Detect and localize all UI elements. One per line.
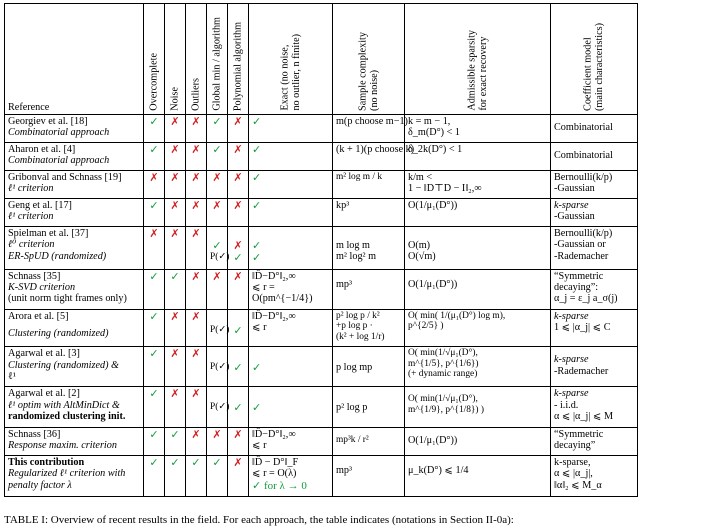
table-row [5, 115, 638, 143]
table-row [5, 387, 638, 427]
reference-cell: Agarwal et al. [2] ℓ¹ optim with AltMinDict & randomized clustering init. [5, 387, 144, 427]
reference-cell: Georgiev et al. [18] Combinatorial approach [5, 115, 144, 143]
check-cell: ✗ [186, 115, 207, 143]
check-cell: ✗ [165, 115, 186, 143]
header-row [5, 4, 638, 115]
coef-cell: k-sparse, α ⩽ |α_j|, ‖α‖₂ ⩽ M_α [551, 455, 638, 496]
table-row [5, 455, 638, 496]
sample-cell: m log m m² log² m [333, 226, 405, 269]
check-cell: ✗ [186, 269, 207, 309]
sample-cell: mp³ [333, 455, 405, 496]
header-polynomial: Polynomial algorithm [228, 4, 249, 115]
check-cell: ✗ [228, 455, 249, 496]
check-cell: ✓ [144, 309, 165, 346]
check-cell: ✓ [207, 455, 228, 496]
check-cell: ✓ [228, 347, 249, 387]
check-cell: ✗ [186, 198, 207, 226]
sample-cell: p log mp [333, 347, 405, 387]
sparsity-cell: O(m) O(√m) [405, 226, 551, 269]
coef-cell: Combinatorial [551, 115, 638, 143]
sample-cell: p² log p / k² +p log p · (k² + log 1/r) [333, 309, 405, 346]
check-cell: ✓ [144, 269, 165, 309]
reference-cell: Spielman et al. [37] ℓ⁰ criterion ER-SpUD (randomized) [5, 226, 144, 269]
check-cell: ✗ [186, 387, 207, 427]
check-cell: ✗ ✓ [228, 226, 249, 269]
check-cell: ✓ [144, 347, 165, 387]
exact-cell: ‖D̂−D°‖₂,∞ ⩽ r [249, 427, 333, 455]
check-cell: ✗ [186, 170, 207, 198]
check-cell: ✗ [207, 198, 228, 226]
header-coef: Coefficient model (main characteristics) [551, 4, 638, 115]
coef-cell: Bernoulli(k/p) -Gaussian or -Rademacher [551, 226, 638, 269]
check-cell: ✗ [228, 269, 249, 309]
check-cell: ✗ [207, 170, 228, 198]
header-noise: Noise [165, 4, 186, 115]
reference-cell: Aharon et al. [4] Combinatorial approach [5, 142, 144, 170]
check-cell: ✗ [165, 198, 186, 226]
exact-cell: ✓ [249, 142, 333, 170]
check-cell: ✓ [144, 455, 165, 496]
sample-cell: (k + 1)(p choose k) [333, 142, 405, 170]
coef-cell: k-sparse -Gaussian [551, 198, 638, 226]
check-cell: ✓ [165, 455, 186, 496]
check-cell: ✗ [228, 427, 249, 455]
check-cell: ✓ [165, 427, 186, 455]
reference-cell: Schnass [36] Response maxim. criterion [5, 427, 144, 455]
check-cell: ✗ [207, 269, 228, 309]
check-cell: P(✓) [207, 309, 228, 346]
check-cell: ✗ [228, 198, 249, 226]
sample-cell: m² log m / k [333, 170, 405, 198]
sparsity-cell: O( min(1/√μ₁(D°), m^{1/9}, p^{1/8}) ) [405, 387, 551, 427]
exact-cell: ✓ [249, 387, 333, 427]
coef-cell: “Symmetric decaying” [551, 427, 638, 455]
reference-cell: Gribonval and Schnass [19] ℓ¹ criterion [5, 170, 144, 198]
coef-cell: Bernoulli(k/p) -Gaussian [551, 170, 638, 198]
sample-cell: mp³ [333, 269, 405, 309]
table-row [5, 170, 638, 198]
sample-cell: kp³ [333, 198, 405, 226]
check-cell: ✗ [228, 115, 249, 143]
sample-cell: p² log p [333, 387, 405, 427]
exact-cell: ✓ ✓ [249, 226, 333, 269]
check-cell: ✗ [207, 427, 228, 455]
check-cell: ✗ [228, 142, 249, 170]
reference-cell: Geng et al. [17] ℓ¹ criterion [5, 198, 144, 226]
exact-cell: ‖D̂−D°‖₂,∞ ⩽ r = O(pm^{−1/4}) [249, 269, 333, 309]
check-cell: ✓ [144, 198, 165, 226]
exact-cell: ✓ [249, 347, 333, 387]
check-cell: ✗ [186, 226, 207, 269]
coef-cell: k-sparse -Rademacher [551, 347, 638, 387]
check-cell: ✓ [228, 387, 249, 427]
exact-cell: ✓ [249, 115, 333, 143]
table-row [5, 198, 638, 226]
header-sparsity: Admissible sparsity for exact recovery [405, 4, 551, 115]
sparsity-cell: O( min(1/√μ₁(D°), m^{1/5}, p^{1/6}) (+ dynamic range) [405, 347, 551, 387]
check-cell: ✓ [165, 269, 186, 309]
check-cell: ✓ [228, 309, 249, 346]
coef-cell: Combinatorial [551, 142, 638, 170]
header-overcomplete: Overcomplete [144, 4, 165, 115]
check-cell: ✗ [186, 427, 207, 455]
table-row [5, 309, 638, 346]
check-cell: ✓ [207, 142, 228, 170]
sparsity-cell: δ_2k(D°) < 1 [405, 142, 551, 170]
check-cell: ✓ [144, 387, 165, 427]
check-cell: P(✓) [207, 347, 228, 387]
exact-cell: ✓ [249, 170, 333, 198]
exact-cell: ✓ [249, 198, 333, 226]
check-cell: ✓ [144, 115, 165, 143]
header-global-min: Global min / algorithm [207, 4, 228, 115]
check-cell: ✗ [165, 387, 186, 427]
check-cell: ✗ [186, 309, 207, 346]
exact-cell: ‖D̂ − D°‖_F ⩽ r = O(λ) ✓ for λ → 0 [249, 455, 333, 496]
coef-cell: “Symmetric decaying”: α_j = ε_j a_σ(j) [551, 269, 638, 309]
check-cell: ✗ [186, 142, 207, 170]
table-row [5, 427, 638, 455]
sparsity-cell: O( min( 1/(μ₁(D°) log m), p^{2/5} ) [405, 309, 551, 346]
header-reference: Reference [5, 4, 144, 115]
check-cell: ✗ [165, 226, 186, 269]
sparsity-cell: k/m < 1 − ‖D⊤D − I‖₂,∞ [405, 170, 551, 198]
coef-cell: k-sparse 1 ⩽ |α_j| ⩽ C [551, 309, 638, 346]
reference-cell: This contribution Regularized ℓ¹ criterion with penalty factor λ [5, 455, 144, 496]
sparsity-cell: k = m − 1, δ_m(D°) < 1 [405, 115, 551, 143]
check-cell: ✗ [186, 347, 207, 387]
sample-cell: m(p choose m−1) [333, 115, 405, 143]
reference-cell: Agarwal et al. [3] Clustering (randomized) & ℓ¹ [5, 347, 144, 387]
comparison-table [4, 3, 638, 497]
coef-cell: k-sparse - i.i.d. α ⩽ |α_j| ⩽ M [551, 387, 638, 427]
header-exact: Exact (no noise, no outlier, n finite) [249, 4, 333, 115]
check-cell: P(✓) [207, 387, 228, 427]
header-sample: Sample complexity (no noise) [333, 4, 405, 115]
check-cell: ✗ [228, 170, 249, 198]
check-cell: ✓ [186, 455, 207, 496]
check-cell: ✗ [165, 170, 186, 198]
check-cell: ✗ [165, 309, 186, 346]
sparsity-cell: μ_k(D°) ⩽ 1/4 [405, 455, 551, 496]
table-row [5, 142, 638, 170]
check-cell: ✗ [144, 226, 165, 269]
check-cell: ✓ [144, 142, 165, 170]
check-cell: ✓ [144, 427, 165, 455]
sparsity-cell: O(1/μ₁(D°)) [405, 198, 551, 226]
check-cell: ✗ [144, 170, 165, 198]
table-row [5, 347, 638, 387]
check-cell: ✓ [207, 115, 228, 143]
exact-cell: ‖D̂−D°‖₂,∞ ⩽ r [249, 309, 333, 346]
reference-cell: Arora et al. [5] Clustering (randomized) [5, 309, 144, 346]
sample-cell: mp³k / r² [333, 427, 405, 455]
table-row [5, 226, 638, 269]
check-cell: ✗ [165, 142, 186, 170]
check-cell: ✗ [165, 347, 186, 387]
reference-cell: Schnass [35] K-SVD criterion (unit norm tight frames only) [5, 269, 144, 309]
sparsity-cell: O(1/μ₁(D°)) [405, 427, 551, 455]
table-row [5, 269, 638, 309]
check-cell: ✓ P(✓) [207, 226, 228, 269]
header-outliers: Outliers [186, 4, 207, 115]
sparsity-cell: O(1/μ₁(D°)) [405, 269, 551, 309]
table-caption: TABLE I: Overview of recent results in the field. For each approach, the table indicates (notations in Section II-0a): [4, 514, 514, 526]
